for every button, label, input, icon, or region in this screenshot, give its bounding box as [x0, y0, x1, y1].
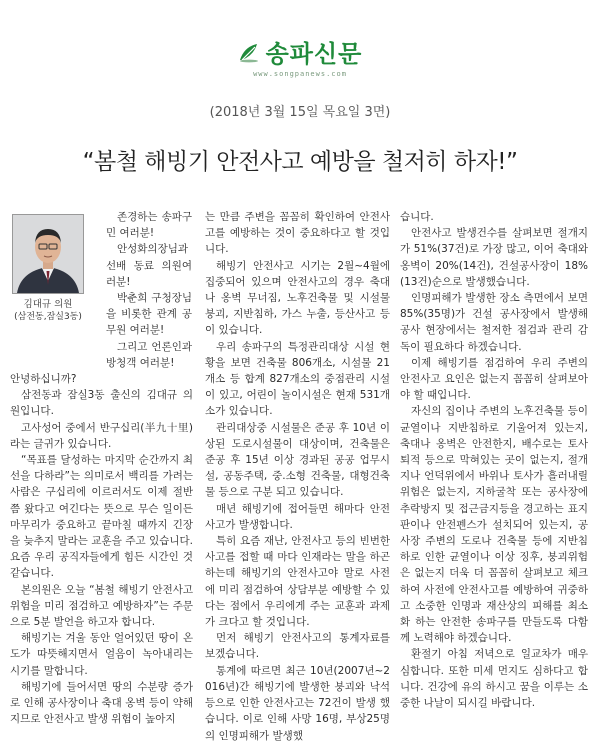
paragraph: 는 만큼 주변을 꼼꼼히 확인하여 안전사고를 예방하는 것이 중요하다고 할 것입니다. [205, 211, 390, 256]
paragraph: 인명피해가 발생한 장소 측면에서 보면 85%(35명)가 건설 공사장에서 발생해 공사 현장에서는 철저한 점검과 관리 감독이 필요하다 하겠습니다. [400, 292, 588, 353]
column-2 [205, 209, 390, 744]
paragraph: 본의원은 오늘 “봄철 해빙기 안전사고 위험을 미리 점검하고 예방하자”는 주문으로 5분 발언을 하고자 합니다. [10, 583, 193, 629]
paragraph: 습니다. [400, 211, 434, 223]
paragraph: 먼저 해빙기 안전사고의 통계자료를 보겠습니다. [205, 632, 390, 661]
paragraph: 해빙기에 들어서면 땅의 수분량 증가로 인해 공사장이나 축대 옹벽 등이 약해지므로 안전사고 발생 위험이 높아지 [10, 680, 193, 726]
author-photo [12, 214, 84, 294]
column-1-bottom [10, 371, 193, 727]
paragraph: 매년 해빙기에 접어들면 해마다 안전사고가 발생합니다. [205, 502, 390, 531]
paragraph: 존경하는 송파구민 여러분! [106, 211, 192, 240]
paragraph: 특히 요즘 재난, 안전사고 등의 빈번한 사고를 접할 때 마다 인재라는 말을 하곤 하는데 해빙기의 안전사고야 말로 사전에 미리 점검하여 상담부분 예방할 수 있다는 점에서 우리에게 주는 교훈과 과제가 크다고 할 것입니다. [205, 535, 390, 629]
paragraph: 고사성어 중에서 반구십리(半九十里)라는 글귀가 있습니다. [10, 421, 193, 450]
logo [0, 34, 600, 69]
paragraph: 안녕하십니까? [10, 373, 77, 385]
paragraph: 해빙기는 겨울 동안 얼어있던 땅이 온도가 따뜻해지면서 얼음이 녹아내리는 시기를 말합니다. [10, 632, 193, 677]
column-3 [400, 209, 588, 711]
newspaper-url: www.songpanews.com [253, 70, 347, 78]
paragraph: 해빙기 안전사고 시기는 2월~4월에 집중되어 있으며 안전사고의 경우 축대나 옹벽 무너짐, 노후건축물 및 시설물 붕괴, 지반침하, 가스 누출, 등산사고 등이 있습니다. [205, 259, 390, 337]
masthead [0, 34, 600, 78]
paragraph: 삼전동과 잠실3동 출신의 김대규 의원입니다. [10, 389, 193, 418]
leaf-logo-icon [238, 41, 260, 63]
author-district: (삼전동,잠실3동) [14, 312, 82, 322]
paragraph: 자신의 집이나 주변의 노후건축물 등이 균열이나 지반침하로 기울어져 있는지, 축대나 옹벽은 안전한지, 배수로는 토사 퇴적 등으로 막혀있는 곳이 없는지, 절개지나 언덕위에서 바위나 토사가 흘러내릴 위험은 없는지, 지하굴착 또는 공사장에 추락방지 및 접근금지등을 경고하는 표지판이나 안전펜스가 설치되어 있는지, 공사장 주변의 도로나 건축물 등에 지반침하로 인한 균열이나 이상 징후, 붕괴위험은 없는지 더욱 더 꼼꼼히 살펴보고 체크하여 사전에 안전사고를 예방하여 귀중하고 소중한 인명과 재산상의 피해를 최소화 하는 안전한 송파구를 만들도록 다함께 노력해야 하겠습니다. [400, 405, 588, 645]
headline: “봄철 해빙기 안전사고 예방을 철저히 하자!” [82, 149, 518, 175]
newspaper-name: 송파신문 [265, 40, 363, 68]
paragraph: “목표를 달성하는 마지막 순간까지 최선을 다하라”는 의미로서 백리를 가려는 사람은 구십리에 이르러서도 이제 절반쯤 왔다고 여긴다는 뜻으로 무슨 일이든 마무리가 중요하고 끝마칠 때까지 긴장을 늦추지 말라는 교훈을 주고 있습니다. 요즘 우리 공직자들에게 힘든 시간인 것 같습니다. [10, 454, 193, 580]
paragraph: 통계에 따르면 최근 10년(2007년~2016년)간 해빙기에 발생한 붕괴와 낙석 등으로 인한 안전사고는 72건이 발생 했습니다. 이로 인해 사망 16명, 부상25명의 인명피해가 발생했 [205, 664, 390, 742]
portrait-icon [13, 215, 83, 293]
author-name: 김대규 의원 [23, 299, 73, 310]
paragraph: 관리대상중 시설물은 준공 후 10년 이상된 도로시설물이 대상이며, 건축물은 준공 후 15년 이상 경과된 공공 업무시설, 공동주택, 중.소형 건축물, 대형건축물 등으로 구분 되고 있습니다. [205, 421, 390, 499]
column-1-top [106, 209, 192, 371]
paragraph: 우리 송파구의 특정관리대상 시설 현황을 보면 건축물 806개소, 시설물 21개소 등 합계 827개소의 중점관리 시설이 있고, 어린이 놀이시설은 현재 531개소가 있습니다. [205, 340, 390, 418]
paragraph: 이제 해빙기를 점검하여 우리 주변의 안전사고 요인은 없는지 꼼꼼히 살펴보아야 할 때입니다. [400, 356, 588, 402]
paragraph: 환절기 아침 저녁으로 일교차가 매우 심합니다. 또한 미세 먼지도 심하다고 합니다. 건강에 유의 하시고 꿈을 이루는 소중한 나날이 되시길 바랍니다. [400, 648, 588, 710]
paragraph: 박춘희 구청장님을 비롯한 관계 공무원 여러분! [106, 292, 192, 337]
paragraph: 안성화의장님과 선배 동료 의원여러분! [106, 243, 192, 288]
paragraph: 안전사고 발생건수를 살펴보면 절개지가 51%(37건)로 가장 많고, 이어 축대와 옹벽이 20%(14건), 건설공사장이 18%(13건)순으로 발생했습니다. [400, 227, 588, 288]
paragraph: 그리고 언론인과 방청객 여러분! [106, 340, 192, 369]
dateline: (2018년 3월 15일 목요일 3면) [209, 105, 391, 120]
